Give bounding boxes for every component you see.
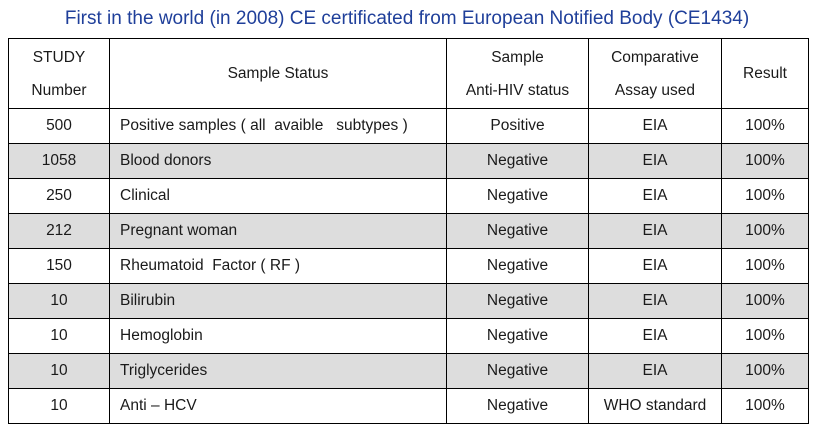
cell-sample-status: Rheumatoid Factor ( RF )	[110, 249, 447, 284]
table-row	[9, 109, 809, 144]
cell-study-number: 10	[9, 389, 110, 424]
header-sample-status: Sample Status	[110, 39, 447, 109]
cell-result: 100%	[722, 249, 809, 284]
cell-anti-hiv-status: Negative	[447, 144, 589, 179]
cell-result: 100%	[722, 179, 809, 214]
cell-study-number: 10	[9, 284, 110, 319]
cell-result: 100%	[722, 284, 809, 319]
cell-study-number: 150	[9, 249, 110, 284]
cell-result: 100%	[722, 319, 809, 354]
table-row	[9, 249, 809, 284]
table-row	[9, 354, 809, 389]
header-study-number	[9, 39, 110, 109]
cell-anti-hiv-status: Positive	[447, 109, 589, 144]
study-results-table	[8, 38, 809, 424]
cell-assay-used: EIA	[589, 319, 722, 354]
cell-study-number: 10	[9, 319, 110, 354]
table-row	[9, 319, 809, 354]
table-row	[9, 389, 809, 424]
header-antihiv-line1: Sample	[491, 48, 544, 66]
cell-study-number: 10	[9, 354, 110, 389]
cell-sample-status: Bilirubin	[110, 284, 447, 319]
cell-result: 100%	[722, 354, 809, 389]
cell-sample-status: Hemoglobin	[110, 319, 447, 354]
cell-anti-hiv-status: Negative	[447, 179, 589, 214]
table-row	[9, 144, 809, 179]
cell-assay-used: EIA	[589, 109, 722, 144]
table-row	[9, 284, 809, 319]
cell-assay-used: EIA	[589, 214, 722, 249]
header-study-line2: Number	[31, 81, 87, 99]
cell-anti-hiv-status: Negative	[447, 319, 589, 354]
header-assay-line1: Comparative	[611, 48, 699, 66]
cell-assay-used: EIA	[589, 179, 722, 214]
cell-anti-hiv-status: Negative	[447, 284, 589, 319]
cell-anti-hiv-status: Negative	[447, 214, 589, 249]
cell-anti-hiv-status: Negative	[447, 389, 589, 424]
cell-assay-used: EIA	[589, 284, 722, 319]
cell-assay-used: WHO standard	[589, 389, 722, 424]
header-assay-line2: Assay used	[614, 81, 696, 99]
cell-anti-hiv-status: Negative	[447, 354, 589, 389]
header-antihiv-line2: Anti-HIV status	[465, 81, 570, 99]
cell-anti-hiv-status: Negative	[447, 249, 589, 284]
cell-sample-status: Clinical	[110, 179, 447, 214]
page-title: First in the world (in 2008) CE certificated from European Notified Body (CE1434)	[64, 8, 750, 29]
cell-study-number: 212	[9, 214, 110, 249]
cell-result: 100%	[722, 214, 809, 249]
cell-sample-status: Pregnant woman	[110, 214, 447, 249]
header-comparative-assay	[589, 39, 722, 109]
cell-result: 100%	[722, 389, 809, 424]
cell-assay-used: EIA	[589, 249, 722, 284]
table-header-row	[9, 39, 809, 109]
table-row	[9, 214, 809, 249]
cell-sample-status: Positive samples ( all avaible subtypes )	[110, 109, 447, 144]
cell-study-number: 250	[9, 179, 110, 214]
cell-assay-used: EIA	[589, 144, 722, 179]
cell-result: 100%	[722, 109, 809, 144]
header-result: Result	[722, 39, 809, 109]
cell-assay-used: EIA	[589, 354, 722, 389]
cell-study-number: 1058	[9, 144, 110, 179]
header-anti-hiv-status	[447, 39, 589, 109]
header-study-line1: STUDY	[32, 48, 86, 66]
cell-study-number: 500	[9, 109, 110, 144]
cell-sample-status: Anti – HCV	[110, 389, 447, 424]
cell-sample-status: Triglycerides	[110, 354, 447, 389]
table-row	[9, 179, 809, 214]
cell-result: 100%	[722, 144, 809, 179]
cell-sample-status: Blood donors	[110, 144, 447, 179]
